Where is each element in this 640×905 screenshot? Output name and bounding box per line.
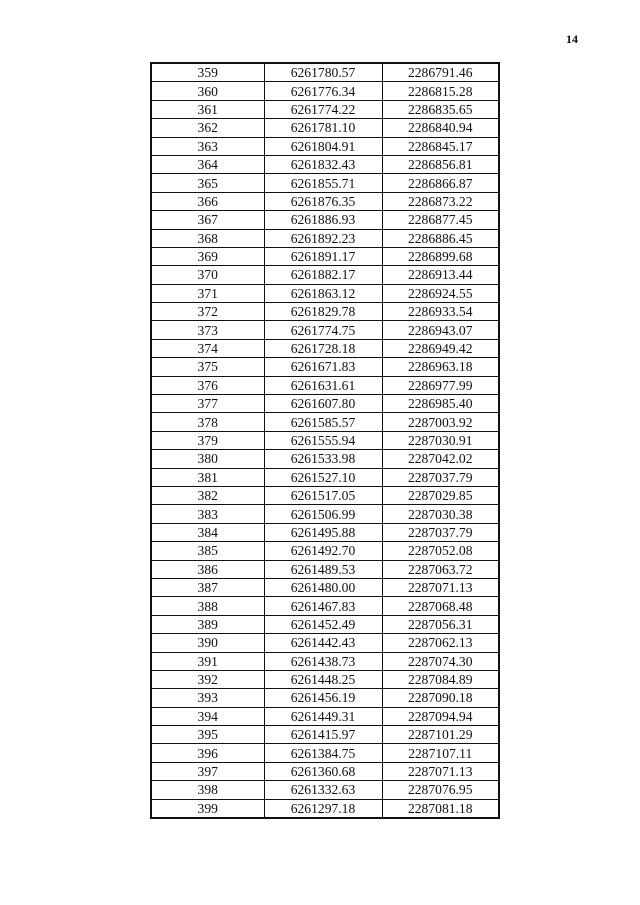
point-number-cell: 392 <box>151 670 264 688</box>
x-coordinate-cell: 6261607.80 <box>264 395 382 413</box>
y-coordinate-cell: 2287074.30 <box>382 652 499 670</box>
y-coordinate-cell: 2286815.28 <box>382 82 499 100</box>
point-number-cell: 365 <box>151 174 264 192</box>
point-number-cell: 393 <box>151 689 264 707</box>
point-number-cell: 370 <box>151 266 264 284</box>
x-coordinate-cell: 6261776.34 <box>264 82 382 100</box>
x-coordinate-cell: 6261533.98 <box>264 450 382 468</box>
table-row <box>151 247 499 265</box>
table-row <box>151 707 499 725</box>
table-row <box>151 266 499 284</box>
point-number-cell: 367 <box>151 211 264 229</box>
point-number-cell: 371 <box>151 284 264 302</box>
y-coordinate-cell: 2286943.07 <box>382 321 499 339</box>
x-coordinate-cell: 6261438.73 <box>264 652 382 670</box>
y-coordinate-cell: 2287101.29 <box>382 726 499 744</box>
y-coordinate-cell: 2287071.13 <box>382 762 499 780</box>
table-row <box>151 597 499 615</box>
x-coordinate-cell: 6261891.17 <box>264 247 382 265</box>
point-number-cell: 388 <box>151 597 264 615</box>
table-row <box>151 211 499 229</box>
x-coordinate-cell: 6261506.99 <box>264 505 382 523</box>
y-coordinate-cell: 2287084.89 <box>382 670 499 688</box>
x-coordinate-cell: 6261882.17 <box>264 266 382 284</box>
y-coordinate-cell: 2287037.79 <box>382 468 499 486</box>
point-number-cell: 391 <box>151 652 264 670</box>
point-number-cell: 399 <box>151 799 264 818</box>
x-coordinate-cell: 6261892.23 <box>264 229 382 247</box>
y-coordinate-cell: 2287042.02 <box>382 450 499 468</box>
y-coordinate-cell: 2286933.54 <box>382 303 499 321</box>
table-row <box>151 321 499 339</box>
table-row <box>151 284 499 302</box>
x-coordinate-cell: 6261774.75 <box>264 321 382 339</box>
x-coordinate-cell: 6261829.78 <box>264 303 382 321</box>
y-coordinate-cell: 2287071.13 <box>382 578 499 596</box>
table-row <box>151 486 499 504</box>
point-number-cell: 374 <box>151 339 264 357</box>
y-coordinate-cell: 2287029.85 <box>382 486 499 504</box>
x-coordinate-cell: 6261415.97 <box>264 726 382 744</box>
x-coordinate-cell: 6261495.88 <box>264 523 382 541</box>
point-number-cell: 395 <box>151 726 264 744</box>
x-coordinate-cell: 6261728.18 <box>264 339 382 357</box>
table-row <box>151 358 499 376</box>
x-coordinate-cell: 6261452.49 <box>264 615 382 633</box>
y-coordinate-cell: 2286877.45 <box>382 211 499 229</box>
table-row <box>151 781 499 799</box>
y-coordinate-cell: 2286791.46 <box>382 63 499 82</box>
table-row <box>151 652 499 670</box>
point-number-cell: 397 <box>151 762 264 780</box>
y-coordinate-cell: 2286873.22 <box>382 192 499 210</box>
y-coordinate-cell: 2287081.18 <box>382 799 499 818</box>
point-number-cell: 398 <box>151 781 264 799</box>
y-coordinate-cell: 2286949.42 <box>382 339 499 357</box>
y-coordinate-cell: 2286985.40 <box>382 395 499 413</box>
point-number-cell: 384 <box>151 523 264 541</box>
x-coordinate-cell: 6261448.25 <box>264 670 382 688</box>
table-row <box>151 634 499 652</box>
point-number-cell: 362 <box>151 119 264 137</box>
x-coordinate-cell: 6261631.61 <box>264 376 382 394</box>
y-coordinate-cell: 2286963.18 <box>382 358 499 376</box>
y-coordinate-cell: 2286899.68 <box>382 247 499 265</box>
x-coordinate-cell: 6261855.71 <box>264 174 382 192</box>
point-number-cell: 364 <box>151 155 264 173</box>
x-coordinate-cell: 6261555.94 <box>264 431 382 449</box>
point-number-cell: 385 <box>151 542 264 560</box>
x-coordinate-cell: 6261449.31 <box>264 707 382 725</box>
x-coordinate-cell: 6261480.00 <box>264 578 382 596</box>
table-row <box>151 726 499 744</box>
table-row <box>151 689 499 707</box>
table-row <box>151 395 499 413</box>
x-coordinate-cell: 6261332.63 <box>264 781 382 799</box>
point-number-cell: 379 <box>151 431 264 449</box>
table-row <box>151 82 499 100</box>
table-row <box>151 505 499 523</box>
y-coordinate-cell: 2287030.38 <box>382 505 499 523</box>
table-row <box>151 63 499 82</box>
point-number-cell: 396 <box>151 744 264 762</box>
point-number-cell: 361 <box>151 100 264 118</box>
table-row <box>151 799 499 818</box>
y-coordinate-cell: 2286835.65 <box>382 100 499 118</box>
table-row <box>151 339 499 357</box>
y-coordinate-cell: 2287063.72 <box>382 560 499 578</box>
y-coordinate-cell: 2287030.91 <box>382 431 499 449</box>
y-coordinate-cell: 2286977.99 <box>382 376 499 394</box>
x-coordinate-cell: 6261863.12 <box>264 284 382 302</box>
table-row <box>151 542 499 560</box>
x-coordinate-cell: 6261774.22 <box>264 100 382 118</box>
table-row <box>151 100 499 118</box>
point-number-cell: 360 <box>151 82 264 100</box>
table-row <box>151 615 499 633</box>
x-coordinate-cell: 6261671.83 <box>264 358 382 376</box>
x-coordinate-cell: 6261804.91 <box>264 137 382 155</box>
x-coordinate-cell: 6261886.93 <box>264 211 382 229</box>
table-row <box>151 560 499 578</box>
y-coordinate-cell: 2286886.45 <box>382 229 499 247</box>
x-coordinate-cell: 6261585.57 <box>264 413 382 431</box>
point-number-cell: 359 <box>151 63 264 82</box>
y-coordinate-cell: 2287090.18 <box>382 689 499 707</box>
y-coordinate-cell: 2287037.79 <box>382 523 499 541</box>
y-coordinate-cell: 2286866.87 <box>382 174 499 192</box>
point-number-cell: 378 <box>151 413 264 431</box>
table-row <box>151 174 499 192</box>
point-number-cell: 386 <box>151 560 264 578</box>
point-number-cell: 368 <box>151 229 264 247</box>
table-row <box>151 578 499 596</box>
y-coordinate-cell: 2287052.08 <box>382 542 499 560</box>
x-coordinate-cell: 6261780.57 <box>264 63 382 82</box>
table-row <box>151 450 499 468</box>
table-row <box>151 155 499 173</box>
point-number-cell: 390 <box>151 634 264 652</box>
coordinates-table <box>150 62 500 819</box>
point-number-cell: 381 <box>151 468 264 486</box>
table-row <box>151 137 499 155</box>
x-coordinate-cell: 6261360.68 <box>264 762 382 780</box>
table-row <box>151 523 499 541</box>
x-coordinate-cell: 6261517.05 <box>264 486 382 504</box>
table-row <box>151 670 499 688</box>
y-coordinate-cell: 2287076.95 <box>382 781 499 799</box>
y-coordinate-cell: 2287062.13 <box>382 634 499 652</box>
y-coordinate-cell: 2287107.11 <box>382 744 499 762</box>
y-coordinate-cell: 2286856.81 <box>382 155 499 173</box>
point-number-cell: 376 <box>151 376 264 394</box>
y-coordinate-cell: 2287094.94 <box>382 707 499 725</box>
point-number-cell: 363 <box>151 137 264 155</box>
point-number-cell: 380 <box>151 450 264 468</box>
point-number-cell: 375 <box>151 358 264 376</box>
table-row <box>151 119 499 137</box>
x-coordinate-cell: 6261442.43 <box>264 634 382 652</box>
table-row <box>151 303 499 321</box>
table-row <box>151 229 499 247</box>
x-coordinate-cell: 6261492.70 <box>264 542 382 560</box>
y-coordinate-cell: 2286913.44 <box>382 266 499 284</box>
x-coordinate-cell: 6261456.19 <box>264 689 382 707</box>
coordinates-table-body <box>151 63 499 818</box>
point-number-cell: 373 <box>151 321 264 339</box>
table-row <box>151 431 499 449</box>
y-coordinate-cell: 2286840.94 <box>382 119 499 137</box>
point-number-cell: 382 <box>151 486 264 504</box>
point-number-cell: 377 <box>151 395 264 413</box>
x-coordinate-cell: 6261297.18 <box>264 799 382 818</box>
x-coordinate-cell: 6261781.10 <box>264 119 382 137</box>
x-coordinate-cell: 6261489.53 <box>264 560 382 578</box>
table-row <box>151 468 499 486</box>
table-row <box>151 762 499 780</box>
table-row <box>151 744 499 762</box>
point-number-cell: 389 <box>151 615 264 633</box>
y-coordinate-cell: 2286924.55 <box>382 284 499 302</box>
point-number-cell: 366 <box>151 192 264 210</box>
y-coordinate-cell: 2287003.92 <box>382 413 499 431</box>
x-coordinate-cell: 6261832.43 <box>264 155 382 173</box>
table-row <box>151 192 499 210</box>
point-number-cell: 394 <box>151 707 264 725</box>
x-coordinate-cell: 6261876.35 <box>264 192 382 210</box>
y-coordinate-cell: 2287056.31 <box>382 615 499 633</box>
point-number-cell: 372 <box>151 303 264 321</box>
x-coordinate-cell: 6261467.83 <box>264 597 382 615</box>
table-row <box>151 376 499 394</box>
point-number-cell: 383 <box>151 505 264 523</box>
y-coordinate-cell: 2286845.17 <box>382 137 499 155</box>
y-coordinate-cell: 2287068.48 <box>382 597 499 615</box>
page-number: 14 <box>566 32 578 46</box>
x-coordinate-cell: 6261384.75 <box>264 744 382 762</box>
point-number-cell: 387 <box>151 578 264 596</box>
x-coordinate-cell: 6261527.10 <box>264 468 382 486</box>
table-row <box>151 413 499 431</box>
point-number-cell: 369 <box>151 247 264 265</box>
